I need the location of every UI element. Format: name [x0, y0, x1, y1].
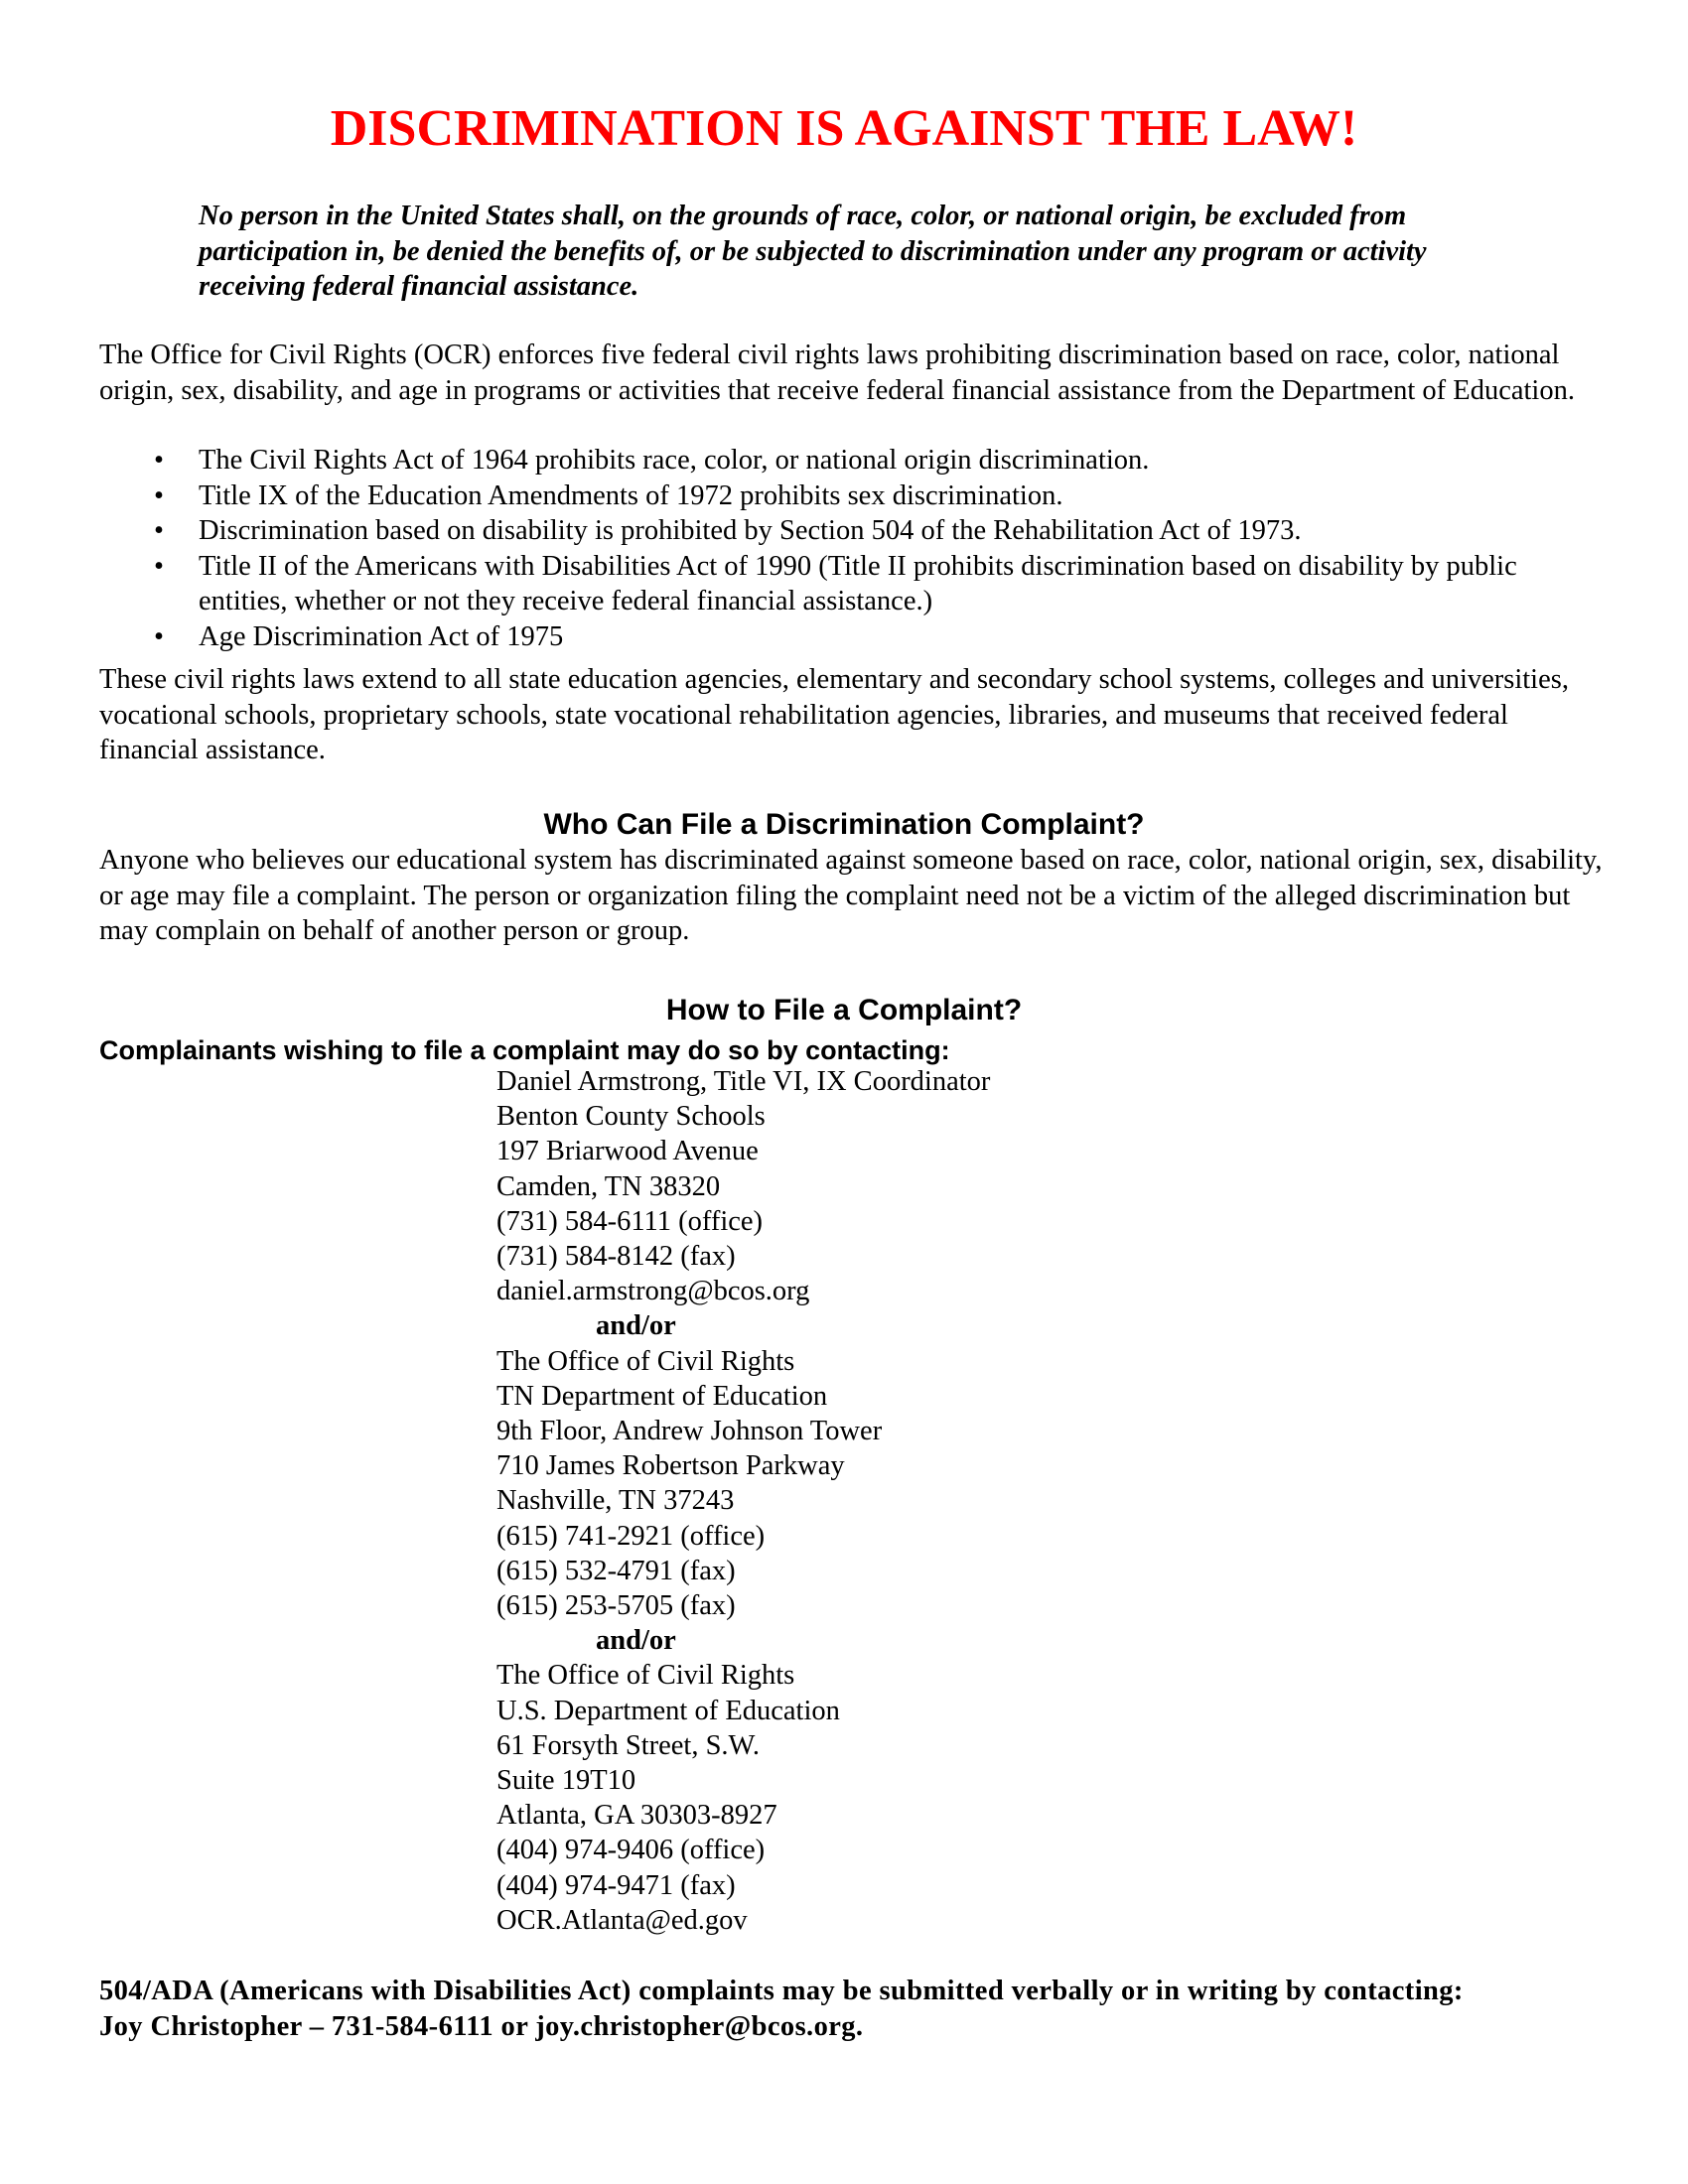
- contact-line: Benton County Schools: [496, 1101, 766, 1133]
- laws-extent-paragraph: These civil rights laws extend to all state education agencies, elementary and secondary school systems, colleges and universities, vocational schools, proprietary schools, state vocational rehabilitation agencies, libraries, and museums that received federal financial assistance.: [99, 664, 1569, 765]
- ocr-intro-paragraph: The Office for Civil Rights (OCR) enforces five federal civil rights laws prohibiting discrimination based on race, color, national origin, sex, disability, and age in programs or activities that receive federal financial assistance from the Department of Education.: [99, 340, 1575, 406]
- law-text: Discrimination based on disability is prohibited by Section 504 of the Rehabilitation Act of 1973.: [199, 515, 1302, 546]
- page-title: DISCRIMINATION IS AGAINST THE LAW!: [330, 100, 1358, 157]
- how-to-file-intro: Complainants wishing to file a complaint may do so by contacting:: [99, 1035, 950, 1065]
- contact-list: [496, 1064, 990, 1938]
- contact-line: U.S. Department of Education: [496, 1695, 840, 1726]
- how-to-file-heading: How to File a Complaint?: [665, 994, 1023, 1026]
- contact-line: (615) 741-2921 (office): [496, 1520, 766, 1552]
- contact-line: Camden, TN 38320: [496, 1170, 721, 1202]
- ada-contact-line: Joy Christopher – 731-584-6111 or joy.christopher@bcos.org.: [99, 2010, 864, 2042]
- bullet-icon: •: [154, 620, 164, 652]
- contact-line: 710 James Robertson Parkway: [496, 1450, 845, 1482]
- who-can-file-paragraph: Anyone who believes our educational system has discriminated against someone based on race, color, national origin, sex, disability, or age may file a complaint. The person or organization filing the complaint need not be a victim of the alleged discrimination but may complain on behalf of another person or group.: [99, 845, 1603, 946]
- nondiscrimination-quote: No person in the United States shall, on the grounds of race, color, or national origin, be excluded from participation in, be denied the benefits of, or be subjected to discrimination under any program or activity receiving federal financial assistance.: [199, 201, 1427, 302]
- list-item: [99, 513, 1594, 549]
- contact-line: Atlanta, GA 30303-8927: [496, 1800, 777, 1832]
- bullet-icon: •: [154, 445, 164, 476]
- contact-line: Suite 19T10: [496, 1765, 636, 1797]
- list-item: [99, 619, 1594, 655]
- law-text: The Civil Rights Act of 1964 prohibits race, color, or national origin discrimination.: [199, 445, 1150, 476]
- law-text: Title IX of the Education Amendments of 1972 prohibits sex discrimination.: [199, 479, 1063, 511]
- contact-line: (731) 584-6111 (office): [496, 1205, 764, 1237]
- bullet-icon: •: [154, 515, 164, 546]
- law-text: Age Discrimination Act of 1975: [199, 620, 564, 652]
- bullet-icon: •: [154, 479, 164, 511]
- ada-complaints-notice: [99, 1974, 1609, 2044]
- ada-notice-line: 504/ADA (Americans with Disabilities Act) complaints may be submitted verbally or in writing by contacting:: [99, 1976, 1464, 2006]
- bullet-icon: •: [154, 550, 164, 582]
- contact-line: (615) 532-4791 (fax): [496, 1555, 736, 1586]
- contact-line: TN Department of Education: [496, 1380, 828, 1412]
- contact-line: (404) 974-9406 (office): [496, 1835, 766, 1866]
- contact-line: 197 Briarwood Avenue: [496, 1136, 759, 1167]
- law-text: Title II of the Americans with Disabilities Act of 1990 (Title II prohibits discrimination based on disability by public entities, whether or not they receive federal financial assistance.): [199, 550, 1517, 616]
- contact-line: Daniel Armstrong, Title VI, IX Coordinator: [496, 1066, 991, 1097]
- contact-line: 9th Floor, Andrew Johnson Tower: [496, 1416, 883, 1447]
- list-item: [99, 443, 1594, 478]
- contact-line: (731) 584-8142 (fax): [496, 1241, 736, 1273]
- contact-line: The Office of Civil Rights: [496, 1660, 795, 1692]
- contact-line: (615) 253-5705 (fax): [496, 1590, 736, 1622]
- contact-line: Nashville, TN 37243: [496, 1485, 735, 1517]
- contact-line: 61 Forsyth Street, S.W.: [496, 1729, 760, 1761]
- contact-email[interactable]: OCR.Atlanta@ed.gov: [496, 1904, 748, 1936]
- contact-line: The Office of Civil Rights: [496, 1345, 795, 1377]
- who-can-file-heading: Who Can File a Discrimination Complaint?: [543, 808, 1145, 841]
- list-item: [99, 478, 1594, 514]
- and-or-separator: and/or: [596, 1625, 676, 1657]
- contact-line: (404) 974-9471 (fax): [496, 1869, 736, 1901]
- and-or-separator: and/or: [596, 1310, 676, 1342]
- contact-email[interactable]: daniel.armstrong@bcos.org: [496, 1276, 810, 1307]
- list-item: [99, 549, 1594, 619]
- civil-rights-laws-list: [99, 443, 1594, 654]
